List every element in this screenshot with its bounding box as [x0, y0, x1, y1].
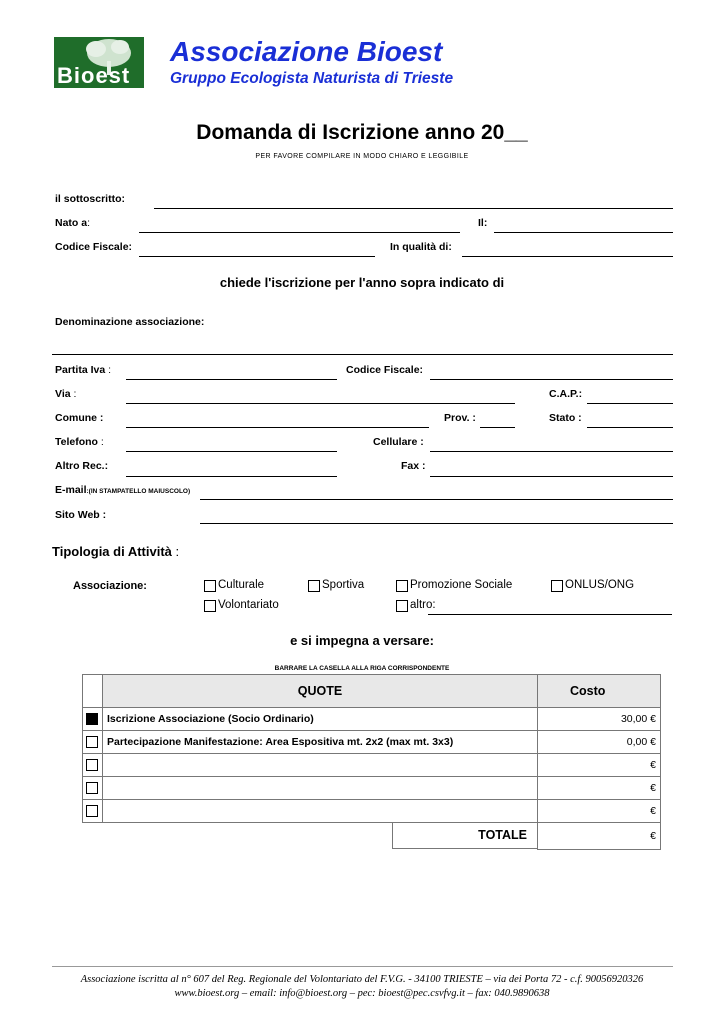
- sottoscritto-label: il sottoscritto:: [55, 193, 125, 205]
- quote-table: [82, 674, 661, 850]
- cf-field[interactable]: [139, 256, 375, 257]
- cellulare-label: Cellulare :: [373, 436, 424, 448]
- altro-rec-label: Altro Rec.:: [55, 460, 109, 472]
- comune-label: Comune :: [55, 412, 104, 424]
- costo-header: Costo: [538, 675, 661, 708]
- culturale-checkbox[interactable]: [204, 580, 216, 592]
- prov-field[interactable]: [480, 427, 515, 428]
- sottoscritto-field[interactable]: [154, 208, 673, 209]
- row-checkbox[interactable]: [86, 805, 98, 817]
- altro-field[interactable]: [428, 614, 672, 615]
- telefono-label: Telefono :: [55, 436, 104, 448]
- qualita-field[interactable]: [462, 256, 673, 257]
- cap-label: C.A.P.:: [549, 388, 583, 400]
- promozione-sociale-checkbox[interactable]: [396, 580, 408, 592]
- quote-header: QUOTE: [103, 675, 538, 708]
- row-description[interactable]: [103, 777, 538, 800]
- email-label: E-mail:(IN STAMPATELLO MAIUSCOLO): [55, 484, 191, 496]
- row-cost[interactable]: €: [538, 777, 661, 800]
- onlus-ong-label: ONLUS/ONG: [565, 579, 635, 591]
- row-checkbox[interactable]: [86, 713, 98, 725]
- stato-label: Stato :: [549, 412, 582, 424]
- row-cost[interactable]: €: [538, 800, 661, 823]
- page-title: Domanda di Iscrizione anno 20__: [196, 121, 528, 144]
- qualita-label: In qualità di:: [390, 241, 452, 253]
- associazione-label: Associazione:: [73, 580, 147, 592]
- row-description[interactable]: [103, 754, 538, 777]
- denominazione-label: Denominazione associazione:: [55, 316, 205, 328]
- row-cost: 0,00 €: [538, 731, 661, 754]
- via-label: Via :: [55, 388, 77, 400]
- altro-rec-field[interactable]: [126, 476, 337, 477]
- logo: [54, 37, 144, 88]
- cf-label: Codice Fiscale:: [55, 241, 133, 253]
- total-row: [83, 823, 661, 850]
- row-description: Partecipazione Manifestazione: Area Espositiva mt. 2x2 (max mt. 3x3): [103, 731, 538, 754]
- sportiva-label: Sportiva: [322, 579, 365, 591]
- denominazione-field[interactable]: [52, 354, 673, 355]
- table-row: [83, 800, 661, 823]
- commitment-text: e si impegna a versare:: [290, 633, 434, 648]
- sportiva-checkbox[interactable]: [308, 580, 320, 592]
- footer-line-1: Associazione iscritta al n° 607 del Reg. Regionale del Volontariato del F.V.G. - 34100 TRIESTE – via dei Porta 72 - c.f. 90056920326: [80, 974, 644, 985]
- fax-label: Fax :: [401, 460, 426, 472]
- row-description[interactable]: [103, 800, 538, 823]
- table-header-row: [83, 675, 661, 708]
- row-checkbox[interactable]: [86, 782, 98, 794]
- sito-field[interactable]: [200, 523, 673, 524]
- total-label: TOTALE: [392, 823, 538, 849]
- nato-field[interactable]: [139, 232, 460, 233]
- row-cost[interactable]: €: [538, 754, 661, 777]
- promozione-sociale-label: Promozione Sociale: [410, 579, 513, 591]
- fax-field[interactable]: [430, 476, 673, 477]
- org-subtitle: Gruppo Ecologista Naturista di Trieste: [170, 70, 454, 87]
- il-label: Il:: [478, 217, 488, 229]
- comune-field[interactable]: [126, 427, 429, 428]
- request-text: chiede l'iscrizione per l'anno sopra indicato di: [219, 275, 505, 290]
- table-row: [83, 731, 661, 754]
- culturale-label: Culturale: [218, 579, 265, 591]
- activity-heading: Tipologia di Attività :: [52, 544, 180, 559]
- via-field[interactable]: [126, 403, 515, 404]
- assoc-cf-field[interactable]: [430, 379, 673, 380]
- table-note: BARRARE LA CASELLA ALLA RIGA CORRISPONDENTE: [274, 665, 450, 672]
- stato-field[interactable]: [587, 427, 673, 428]
- footer-divider: [52, 966, 673, 967]
- piva-field[interactable]: [126, 379, 337, 380]
- volontariato-label: Volontariato: [218, 599, 279, 611]
- instruction-text: PER FAVORE COMPILARE IN MODO CHIARO E LEGGIBILE: [255, 153, 469, 160]
- sito-label: Sito Web :: [55, 509, 107, 521]
- altro-checkbox[interactable]: [396, 600, 408, 612]
- table-row: [83, 708, 661, 731]
- telefono-field[interactable]: [126, 451, 337, 452]
- total-value[interactable]: €: [538, 823, 661, 850]
- footer-line-2: www.bioest.org – email: info@bioest.org – pec: bioest@pec.csvfvg.it – fax: 040.9890638: [174, 988, 550, 999]
- cellulare-field[interactable]: [430, 451, 673, 452]
- logo-text: Bioest: [57, 63, 131, 88]
- org-name: Associazione Bioest: [170, 36, 443, 67]
- row-description: Iscrizione Associazione (Socio Ordinario): [103, 708, 538, 731]
- row-checkbox[interactable]: [86, 759, 98, 771]
- il-field[interactable]: [494, 232, 673, 233]
- onlus-ong-checkbox[interactable]: [551, 580, 563, 592]
- assoc-cf-label: Codice Fiscale:: [346, 364, 424, 376]
- table-row: [83, 777, 661, 800]
- cap-field[interactable]: [587, 403, 673, 404]
- prov-label: Prov. :: [444, 412, 476, 424]
- volontariato-checkbox[interactable]: [204, 600, 216, 612]
- altro-label: altro:: [410, 599, 436, 611]
- email-field[interactable]: [200, 499, 673, 500]
- row-checkbox[interactable]: [86, 736, 98, 748]
- row-cost: 30,00 €: [538, 708, 661, 731]
- nato-label: Nato a:: [55, 217, 91, 229]
- piva-label: Partita Iva :: [55, 364, 112, 376]
- table-row: [83, 754, 661, 777]
